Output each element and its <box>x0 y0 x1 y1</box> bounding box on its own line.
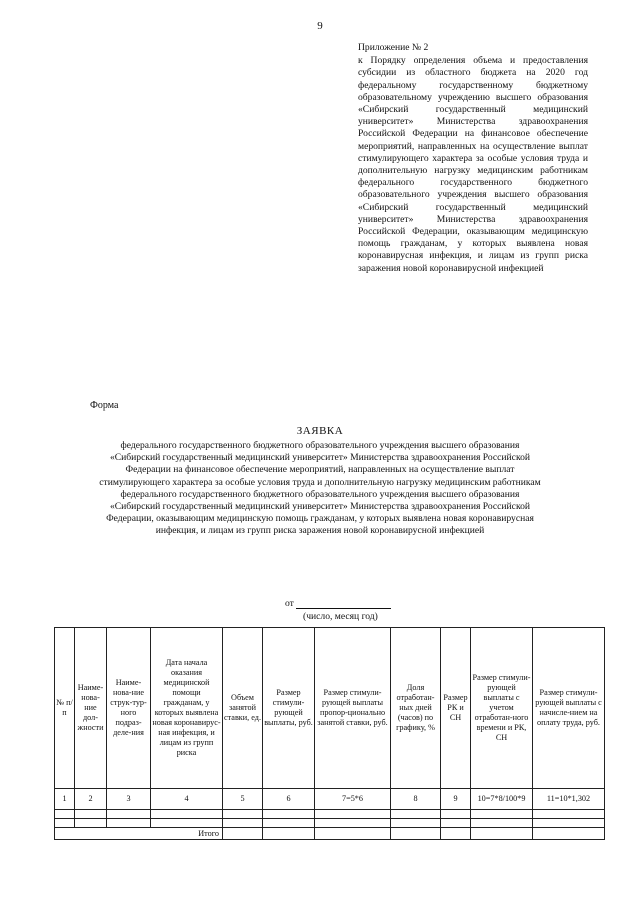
empty-cell <box>263 819 315 828</box>
empty-cell <box>107 810 151 819</box>
empty-cell <box>55 810 75 819</box>
appendix-block <box>358 42 588 275</box>
header-cell: Наиме-нова-ние дол-жности <box>75 628 107 789</box>
empty-cell <box>533 810 605 819</box>
empty-cell <box>441 810 471 819</box>
empty-cell <box>151 819 223 828</box>
header-cell: Наиме-нова-ние струк-тур-ного подраз-деле-ния <box>107 628 151 789</box>
empty-cell <box>55 819 75 828</box>
request-table <box>54 627 605 840</box>
header-cell: Объем занятой ставки, ед. <box>223 628 263 789</box>
empty-cell <box>75 810 107 819</box>
number-cell: 2 <box>75 789 107 810</box>
empty-cell <box>441 819 471 828</box>
empty-cell <box>223 819 263 828</box>
empty-cell <box>471 819 533 828</box>
empty-cell <box>223 810 263 819</box>
page-number: 9 <box>317 20 323 32</box>
total-cell <box>391 828 441 840</box>
number-cell: 4 <box>151 789 223 810</box>
date-prefix: от <box>285 598 294 609</box>
empty-cell <box>315 819 391 828</box>
empty-cell <box>391 819 441 828</box>
header-cell: Доля отработан-ных дней (часов) по графику, % <box>391 628 441 789</box>
empty-cell <box>315 810 391 819</box>
date-blank <box>296 598 391 609</box>
appendix-title: Приложение № 2 <box>358 42 429 53</box>
total-cell <box>263 828 315 840</box>
header-cell: Размер стимули-рующей выплаты с учетом отработан-ного времени и РК, СН <box>471 628 533 789</box>
number-cell: 9 <box>441 789 471 810</box>
total-label: Итого <box>55 828 223 840</box>
number-cell: 3 <box>107 789 151 810</box>
table-number-row <box>55 789 605 810</box>
header-cell: Размер стимули-рующей выплаты, руб. <box>263 628 315 789</box>
zayavka-text: федерального государственного бюджетного образовательного учреждения высшего образования «Сибирский государственный медицинский университет» Министерства здравоохранения Российской Федерации на финансовое обеспечение мероприятий, направленных на осуществление выплат стимулирующего характера за особые условия труда и дополнительную нагрузку медицинским работникам федерального государственного бюджетного образовательного учреждения высшего образования «Сибирский государственный медицинский университет» Министерства здравоохранения Российской Федерации, оказывающим медицинскую помощь гражданам, у которых выявлена новая коронавирусная инфекция, и лицам из групп риска заражения новой коронавирусной инфекцией <box>99 440 541 537</box>
total-cell <box>315 828 391 840</box>
date-caption: (число, месяц год) <box>303 611 378 622</box>
number-cell: 10=7*8/100*9 <box>471 789 533 810</box>
total-cell <box>223 828 263 840</box>
header-cell: Размер РК и СН <box>441 628 471 789</box>
number-cell: 8 <box>391 789 441 810</box>
empty-cell <box>151 810 223 819</box>
empty-cell <box>471 810 533 819</box>
empty-cell <box>107 819 151 828</box>
total-cell <box>441 828 471 840</box>
empty-cell <box>533 819 605 828</box>
number-cell: 11=10*1,302 <box>533 789 605 810</box>
empty-cell <box>263 810 315 819</box>
header-cell: Размер стимули-рующей выплаты пропор-ционально занятой ставки, руб. <box>315 628 391 789</box>
header-cell: Размер стимули-рующей выплаты с начисле-нием на оплату труда, руб. <box>533 628 605 789</box>
table-total-row <box>55 828 605 840</box>
zayavka-title: ЗАЯВКА <box>296 425 344 437</box>
number-cell: 7=5*6 <box>315 789 391 810</box>
total-cell <box>471 828 533 840</box>
empty-cell <box>391 810 441 819</box>
total-cell <box>533 828 605 840</box>
table-empty-row <box>55 810 605 819</box>
appendix-text: к Порядку определения объема и предоставления субсидии из областного бюджета на 2020 год федеральному государственному бюджетному образовательному учреждению высшего образования «Сибирский государственный медицинский университет» Министерства здравоохранения Российской Федерации на финансовое обеспечение мероприятий, направленных на осуществление выплат стимулирующего характера за особые условия труда и дополнительную нагрузку медицинским работникам федерального государственного бюджетного образовательного учреждения высшего образования «Сибирский государственный медицинский университет» Министерства здравоохранения Российской Федерации, оказывающим медицинскую помощь гражданам, у которых выявлена новая коронавирусная инфекция, и лицам из групп риска заражения новой коронавирусной инфекцией <box>358 55 588 274</box>
empty-cell <box>75 819 107 828</box>
header-cell: № п/п <box>55 628 75 789</box>
number-cell: 5 <box>223 789 263 810</box>
table-empty-row <box>55 819 605 828</box>
number-cell: 1 <box>55 789 75 810</box>
form-label: Форма <box>90 400 119 411</box>
header-cell: Дата начала оказания медицинской помощи гражданам, у которых выявлена новая коронавирус-ная инфекция, и лицам из групп риска <box>151 628 223 789</box>
date-line <box>285 598 391 609</box>
number-cell: 6 <box>263 789 315 810</box>
table-header-row <box>55 628 605 789</box>
